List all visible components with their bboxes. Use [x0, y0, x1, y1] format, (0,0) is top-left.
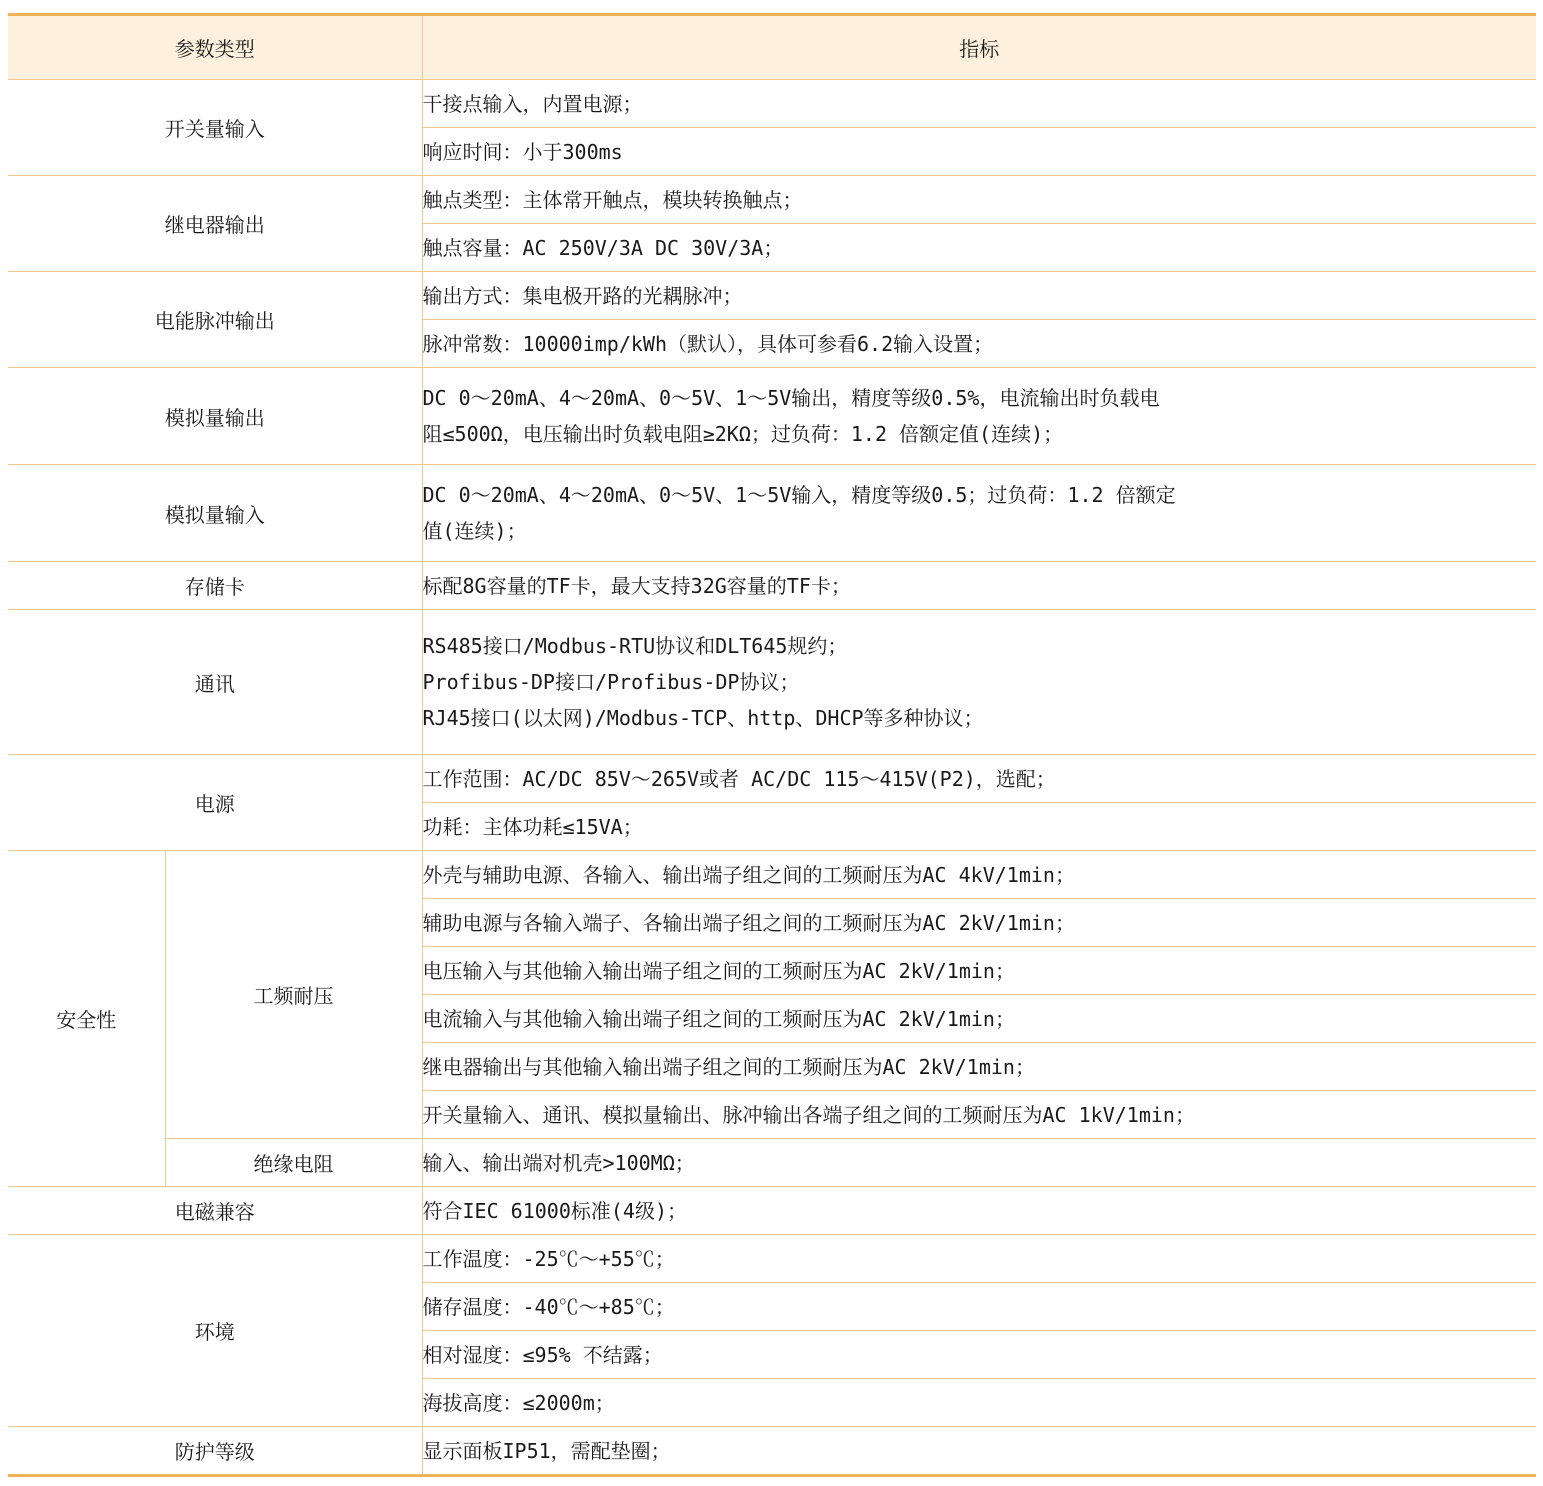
value-line: RS485接口/Modbus-RTU协议和DLT645规约；	[422, 634, 848, 658]
value-cell: 符合IEC 61000标准(4级)；	[422, 1187, 1536, 1235]
header-param: 参数类型	[8, 15, 422, 80]
value-cell: 开关量输入、通讯、模拟量输出、脉冲输出各端子组之间的工频耐压为AC 1kV/1min；	[422, 1091, 1536, 1139]
value-cell: 外壳与辅助电源、各输入、输出端子组之间的工频耐压为AC 4kV/1min；	[422, 851, 1536, 899]
value-line: DC 0～20mA、4～20mA、0～5V、1～5V输出，精度等级0.5%，电流输出时负载电	[422, 386, 1160, 410]
header-row	[8, 15, 1536, 80]
subcategory-cell: 绝缘电阻	[165, 1139, 422, 1187]
value-line: DC 0～20mA、4～20mA、0～5V、1～5V输入，精度等级0.5；过负荷：1.2 倍额定	[422, 483, 1176, 507]
table-row	[8, 272, 1536, 320]
value-cell: 海拔高度：≤2000m；	[422, 1379, 1536, 1427]
category-cell: 存储卡	[8, 562, 422, 610]
value-cell: 电压输入与其他输入输出端子组之间的工频耐压为AC 2kV/1min；	[422, 947, 1536, 995]
table-row	[8, 80, 1536, 128]
table-row	[8, 1427, 1536, 1476]
table-row	[8, 562, 1536, 610]
value-cell: 触点类型：主体常开触点，模块转换触点；	[422, 176, 1536, 224]
category-cell: 通讯	[8, 610, 422, 755]
category-cell: 电源	[8, 755, 422, 851]
value-cell: 触点容量：AC 250V/3A DC 30V/3A；	[422, 224, 1536, 272]
value-cell: 储存温度：-40℃～+85℃；	[422, 1283, 1536, 1331]
table-row	[8, 1235, 1536, 1283]
value-line: RJ45接口(以太网)/Modbus-TCP、http、DHCP等多种协议；	[422, 706, 984, 730]
subcategory-cell: 工频耐压	[165, 851, 422, 1139]
value-cell: 输出方式：集电极开路的光耦脉冲；	[422, 272, 1536, 320]
value-cell: 继电器输出与其他输入输出端子组之间的工频耐压为AC 2kV/1min；	[422, 1043, 1536, 1091]
header-index: 指标	[422, 15, 1536, 80]
table-row	[8, 176, 1536, 224]
category-cell: 模拟量输出	[8, 368, 422, 465]
table-row	[8, 851, 1536, 899]
value-cell: 脉冲常数：10000imp/kWh（默认），具体可参看6.2输入设置；	[422, 320, 1536, 368]
category-cell: 环境	[8, 1235, 422, 1427]
value-cell: 响应时间：小于300ms	[422, 128, 1536, 176]
value-cell	[422, 465, 1536, 562]
value-cell: 功耗：主体功耗≤15VA；	[422, 803, 1536, 851]
category-cell: 安全性	[8, 851, 165, 1187]
category-cell: 电磁兼容	[8, 1187, 422, 1235]
table-row	[8, 368, 1536, 465]
value-cell	[422, 368, 1536, 465]
value-cell: 干接点输入，内置电源；	[422, 80, 1536, 128]
value-line: Profibus-DP接口/Profibus-DP协议；	[422, 670, 800, 694]
category-cell: 开关量输入	[8, 80, 422, 176]
spec-table	[8, 13, 1536, 1477]
value-cell: 标配8G容量的TF卡，最大支持32G容量的TF卡；	[422, 562, 1536, 610]
table-row	[8, 610, 1536, 755]
value-cell: 辅助电源与各输入端子、各输出端子组之间的工频耐压为AC 2kV/1min；	[422, 899, 1536, 947]
value-cell: 工作范围：AC/DC 85V～265V或者 AC/DC 115～415V(P2)，选配；	[422, 755, 1536, 803]
table-row	[8, 1187, 1536, 1235]
value-cell: 电流输入与其他输入输出端子组之间的工频耐压为AC 2kV/1min；	[422, 995, 1536, 1043]
category-cell: 继电器输出	[8, 176, 422, 272]
table-row	[8, 755, 1536, 803]
table-row	[8, 1139, 1536, 1187]
value-cell	[422, 610, 1536, 755]
value-line: 值(连续)；	[422, 519, 527, 543]
value-cell: 相对湿度：≤95% 不结露；	[422, 1331, 1536, 1379]
value-cell: 工作温度：-25℃～+55℃；	[422, 1235, 1536, 1283]
category-cell: 电能脉冲输出	[8, 272, 422, 368]
value-cell: 输入、输出端对机壳>100MΩ；	[422, 1139, 1536, 1187]
category-cell: 防护等级	[8, 1427, 422, 1476]
table-row	[8, 465, 1536, 562]
value-cell: 显示面板IP51，需配垫圈；	[422, 1438, 671, 1463]
category-cell: 模拟量输入	[8, 465, 422, 562]
value-line: 阻≤500Ω，电压输出时负载电阻≥2KΩ；过负荷：1.2 倍额定值(连续)；	[422, 422, 1064, 446]
